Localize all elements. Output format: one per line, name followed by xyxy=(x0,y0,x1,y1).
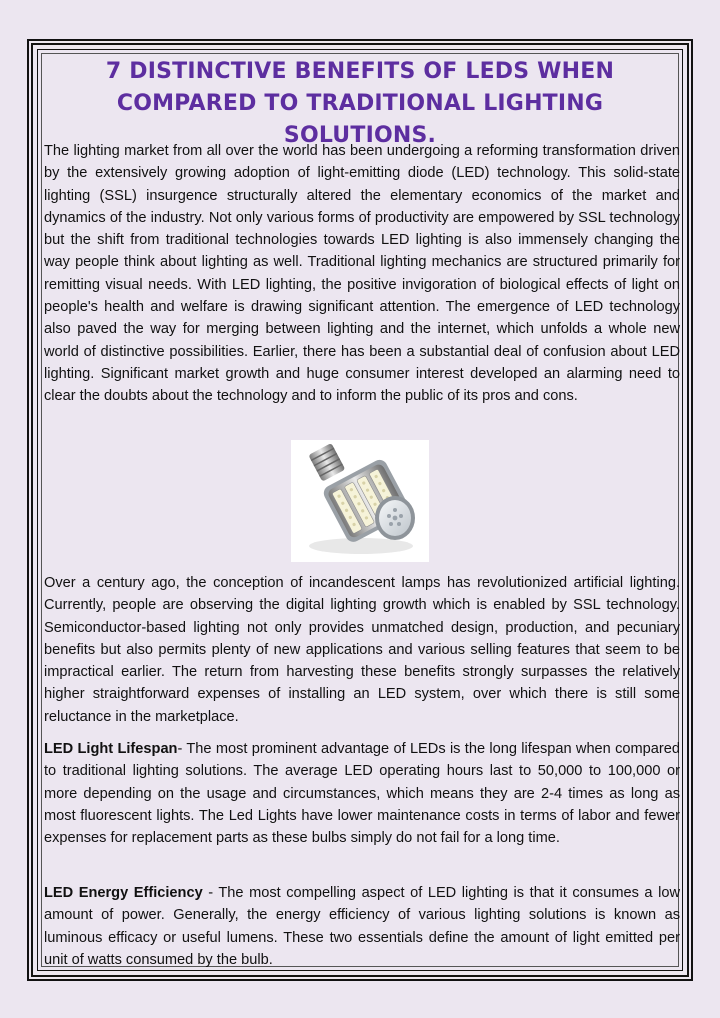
led-bulb-image xyxy=(291,440,429,562)
century-paragraph: Over a century ago, the conception of incandescent lamps has revolutionized artificial lighting. Currently, people are observing the digital lighting growth which is enabled by SSL technology. Semiconductor-based lighting not only provides unmatched design, production, and pecuniary benefits but also permits plenty of new applications and various selling features that seem to be impractical earlier. The return from harvesting these benefits strongly surpasses the relatively higher straightforward expenses of installing an LED system, over which there is still some reluctance in the marketplace. xyxy=(44,575,680,725)
efficiency-text: - The most compelling aspect of LED lighting is that it consumes a low amount of power. Generally, the energy efficiency of various lighting solutions is known as luminous efficacy or useful lumens. These two essentials define the amount of light emitted per unit of watts consumed by the bulb. xyxy=(44,885,680,968)
lifespan-text: - The most prominent advantage of LEDs is the long lifespan when compared to traditional lighting solutions. The average LED operating hours last to 50,000 to 100,000 or more depending on the usage and circumstances, which means they are 2-4 times as long as most fluorescent lights. The Led Lights have lower maintenance costs in terms of labor and fewer expenses for replacement parts as these bulbs simply do not fail for a long time. xyxy=(44,741,680,847)
lifespan-paragraph xyxy=(44,738,680,849)
efficiency-paragraph xyxy=(44,882,680,971)
efficiency-heading: LED Energy Efficiency xyxy=(44,885,203,901)
lifespan-heading: LED Light Lifespan xyxy=(44,741,178,757)
intro-paragraph: The lighting market from all over the world has been undergoing a reforming transformation driven by the extensively growing adoption of light-emitting diode (LED) technology. This solid-state lighting (SSL) insurgence structurally altered the elementary economics of the market and dynamics of the industry. Not only various forms of productivity are empowered by SSL technology but the shift from traditional technologies towards LED lighting is also immensely changing the way people think about lighting as well. Traditional lighting mechanics are structured primarily for remitting visual needs. With LED lighting, the positive invigoration of biological effects of light on people's health and welfare is drawing significant attention. The emergence of LED technology also paved the way for merging between lighting and the internet, which unfolds a whole new world of distinctive possibilities. Earlier, there has been a substantial deal of confusion about LED lighting. Significant market growth and huge consumer interest developed an alarming need to clear the doubts about the technology and to inform the public of its pros and cons. xyxy=(44,143,680,405)
document-title: 7 DISTINCTIVE BENEFITS OF LEDS WHEN COMPARED TO TRADITIONAL LIGHTING SOLUTIONS. xyxy=(105,59,615,148)
led-corn-bulb-icon xyxy=(291,440,429,562)
